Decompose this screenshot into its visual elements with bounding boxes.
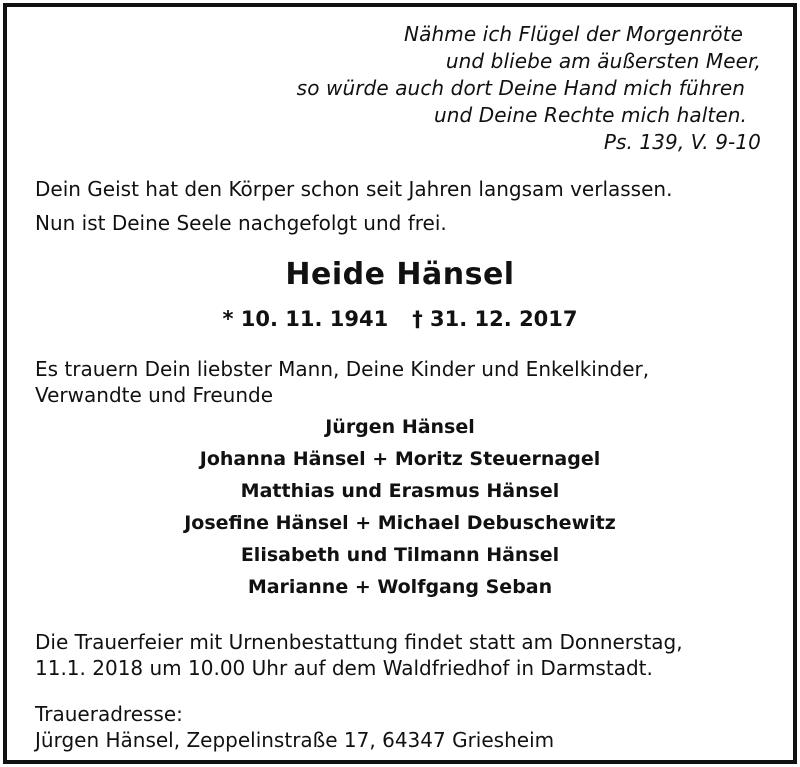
verse-line: so würde auch dort Deine Hand mich führen	[296, 76, 745, 100]
mourner-name: Josefine Hänsel + Michael Debuschewitz	[184, 512, 616, 534]
ceremony-info	[35, 629, 683, 681]
intro-text	[35, 172, 672, 240]
intro-line: Dein Geist hat den Körper schon seit Jahren langsam verlassen.	[35, 177, 673, 201]
ceremony-line: Die Trauerfeier mit Urnenbestattung findet statt am Donnerstag,	[35, 630, 683, 654]
death-date: † 31. 12. 2017	[412, 307, 578, 331]
mourner-names	[7, 411, 793, 603]
mourner-name: Johanna Hänsel + Moritz Steuernagel	[199, 448, 601, 470]
mourning-address	[35, 701, 554, 753]
intro-line: Nun ist Deine Seele nachgefolgt und frei.	[35, 211, 447, 235]
verse-line: und Deine Rechte mich halten.	[433, 103, 747, 127]
ceremony-line: 11.1. 2018 um 10.00 Uhr auf dem Waldfriedhof in Darmstadt.	[35, 656, 653, 680]
mourner-name: Matthias und Erasmus Hänsel	[240, 480, 560, 502]
mourner-name: Elisabeth und Tilmann Hänsel	[240, 544, 560, 566]
birth-date: * 10. 11. 1941	[222, 307, 389, 331]
mourner-name: Jürgen Hänsel	[325, 416, 475, 438]
mourners-intro-line: Es trauern Dein liebster Mann, Deine Kinder und Enkelkinder,	[35, 357, 650, 381]
address-label: Traueradresse:	[35, 702, 183, 726]
verse-reference: Ps. 139, V. 9-10	[603, 130, 761, 154]
obituary-frame	[3, 3, 797, 764]
verse-line: Nähme ich Flügel der Morgenröte	[404, 22, 743, 46]
deceased-name: Heide Hänsel	[285, 257, 515, 292]
verse-line: und bliebe am äußersten Meer,	[445, 49, 761, 73]
psalm-verse	[297, 21, 761, 156]
mourners-intro-line: Verwandte und Freunde	[35, 383, 274, 407]
address-value: Jürgen Hänsel, Zeppelinstraße 17, 64347 Griesheim	[35, 728, 555, 752]
mourners-intro	[35, 356, 649, 408]
mourner-name: Marianne + Wolfgang Seban	[247, 576, 553, 598]
life-dates	[7, 304, 793, 334]
